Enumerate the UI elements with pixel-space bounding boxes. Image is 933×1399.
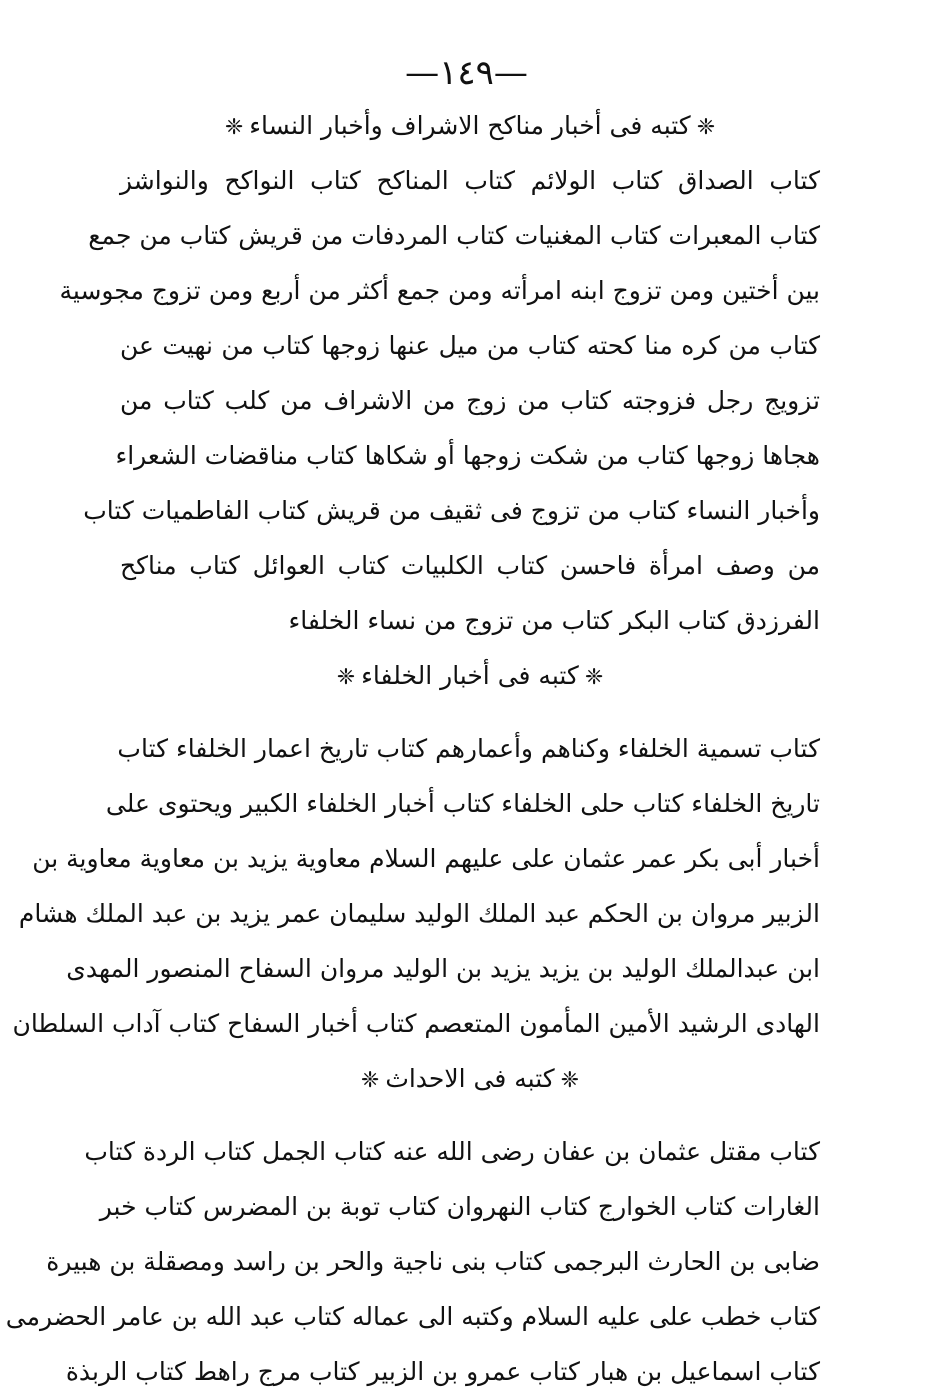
text-line: وأخبار النساء كتاب من تزوج فى ثقيف من قريش كتاب الفاطميات كتاب — [83, 496, 820, 525]
body-text — [5, 98, 820, 1399]
text-line: تاريخ الخلفاء كتاب حلى الخلفاء كتاب أخبار الخلفاء الكبير ويحتوى على — [105, 789, 820, 818]
text-line: الزبير مروان بن الحكم عبد الملك الوليد سليمان عمر يزيد بن عبد الملك هشام — [18, 899, 820, 928]
section-heading-text: كتبه فى أخبار مناكح الاشراف وأخبار النساء — [249, 111, 691, 140]
ornament-icon: ❈ — [560, 1068, 580, 1093]
text-line: ابن عبدالملك الوليد بن يزيد يزيد بن الوليد مروان السفاح المنصور المهدى — [66, 954, 820, 983]
section-heading — [120, 1051, 820, 1106]
text-line: هجاها زوجها كتاب من شكت زوجها أو شكاها كتاب مناقضات الشعراء — [115, 441, 820, 470]
ornament-icon: ❈ — [584, 665, 604, 690]
text-line: ضابى بن الحارث البرجمى كتاب بنى ناجية والحر بن راسد ومصقلة بن هبيرة — [46, 1247, 820, 1276]
ornament-icon: ❈ — [696, 115, 716, 140]
page-number: —١٤٩— — [405, 53, 528, 93]
text-line: كتاب تسمية الخلفاء وكناهم وأعمارهم كتاب تاريخ اعمار الخلفاء كتاب — [117, 734, 820, 763]
text-line: الغارات كتاب الخوارج كتاب النهروان كتاب توبة بن المضرس كتاب خبر — [99, 1192, 820, 1221]
text-line: تزويج رجل فزوجته كتاب من زوج من الاشراف من كلب كتاب من — [120, 386, 820, 415]
text-line: كتاب الصداق كتاب الولائم كتاب المناكح كتاب النواكح والنواشز — [120, 166, 820, 195]
ornament-icon: ❈ — [336, 665, 356, 690]
text-line: كتاب مقتل عثمان بن عفان رضى الله عنه كتاب الجمل كتاب الردة كتاب — [84, 1137, 820, 1166]
ornament-icon: ❈ — [224, 115, 244, 140]
section-heading — [120, 98, 820, 153]
text-line: بين أختين ومن تزوج ابنه امرأته ومن جمع أكثر من أربع ومن تزوج مجوسية — [59, 276, 820, 305]
section-heading-text: كتبه فى أخبار الخلفاء — [361, 661, 579, 690]
ornament-icon: ❈ — [360, 1068, 380, 1093]
text-line: كتاب خطب على عليه السلام وكتبه الى عماله كتاب عبد الله بن عامر الحضرمى — [5, 1302, 820, 1331]
spacer — [120, 1106, 820, 1124]
text-line: من وصف امرأة فاحسن كتاب الكلبيات كتاب العوائل كتاب مناكح — [120, 551, 820, 580]
section-heading — [120, 648, 820, 703]
text-line: كتاب المعبرات كتاب المغنيات كتاب المردفات من قريش كتاب من جمع — [88, 221, 820, 250]
text-line: أخبار أبى بكر عمر عثمان على عليهم السلام معاوية يزيد بن معاوية معاوية بن — [32, 844, 820, 873]
section-heading-text: كتبه فى الاحداث — [385, 1064, 555, 1093]
text-line: كتاب من كره منا كحته كتاب من ميل عنها زوجها كتاب من نهيت عن — [120, 331, 820, 360]
text-line: الفرزدق كتاب البكر كتاب من تزوج من نساء الخلفاء — [288, 606, 820, 635]
spacer — [120, 703, 820, 721]
text-line: كتاب اسماعيل بن هبار كتاب عمرو بن الزبير كتاب مرج راهط كتاب الربذة — [65, 1357, 820, 1386]
text-line: الهادى الرشيد الأمين المأمون المتعصم كتاب أخبار السفاح كتاب آداب السلطان — [12, 1009, 820, 1038]
